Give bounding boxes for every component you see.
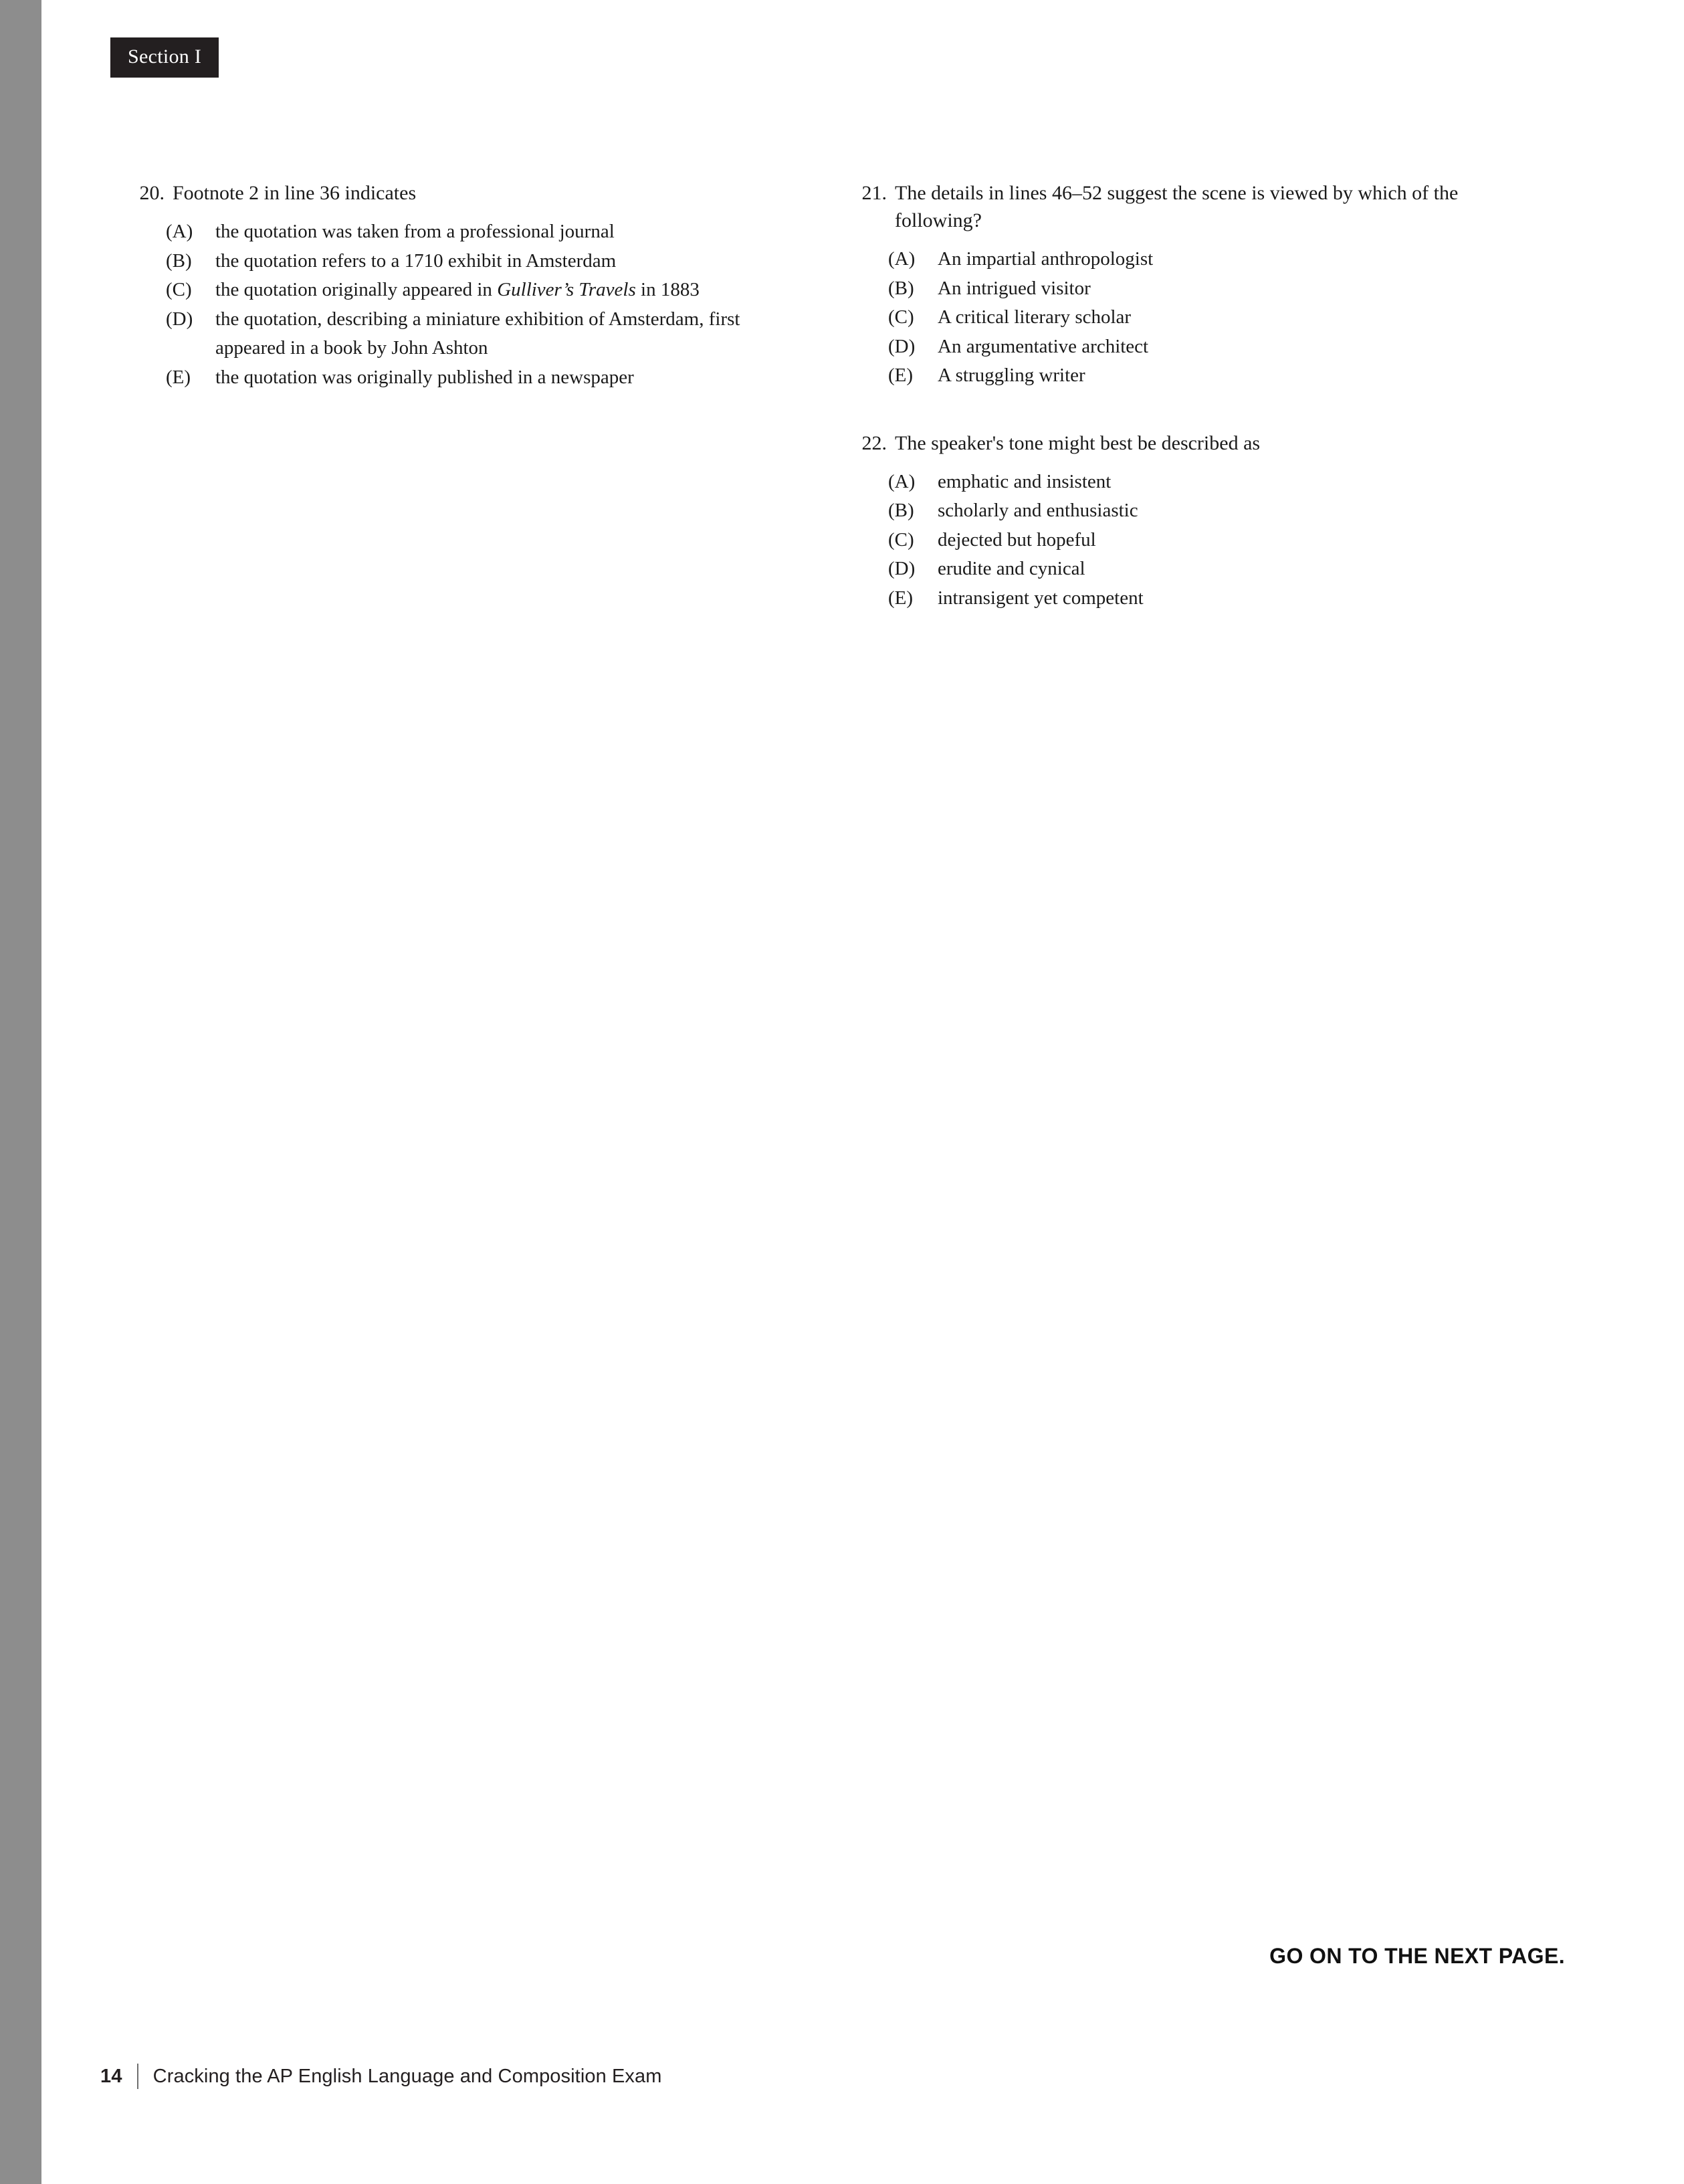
question-20-stem <box>127 179 796 207</box>
choice-22-b[interactable] <box>888 496 1518 526</box>
footer-page-number: 14 <box>100 2065 122 2087</box>
question-22-choices <box>849 468 1518 613</box>
choice-20-d-text: the quotation, describing a miniature exhibition of Amsterdam, first appeared in a book by John Ashton <box>215 308 740 359</box>
choice-21-c[interactable] <box>888 303 1518 332</box>
choice-21-a[interactable] <box>888 245 1518 274</box>
choice-22-d[interactable] <box>888 555 1518 584</box>
choice-20-c[interactable] <box>166 276 796 305</box>
question-20 <box>127 179 796 392</box>
question-22-text: The speaker's tone might best be described as <box>895 431 1261 454</box>
question-22-number: 22. <box>861 431 887 454</box>
choice-22-b-text: scholarly and enthusiastic <box>938 500 1138 522</box>
choice-21-d-letter: (D) <box>888 335 916 357</box>
question-spacer <box>849 416 1518 429</box>
footer-divider <box>137 2064 138 2089</box>
choice-20-c-letter: (C) <box>166 279 192 301</box>
question-21-text: The details in lines 46–52 suggest the scene is viewed by which of the following? <box>895 182 1459 232</box>
left-column <box>127 179 796 417</box>
choice-22-d-text: erudite and cynical <box>938 558 1085 580</box>
choice-20-d-letter: (D) <box>166 308 193 330</box>
choice-20-b-letter: (B) <box>166 250 192 272</box>
choice-20-e-text: the quotation was originally published in a newspaper <box>215 366 634 388</box>
choice-20-e[interactable] <box>166 363 796 393</box>
question-21 <box>849 179 1518 391</box>
page-footer <box>100 2064 662 2089</box>
choice-22-e[interactable] <box>888 584 1518 613</box>
choice-22-c-text: dejected but hopeful <box>938 528 1096 551</box>
choice-22-a-text: emphatic and insistent <box>938 470 1112 492</box>
choice-21-a-letter: (A) <box>888 248 916 270</box>
choice-21-e[interactable] <box>888 361 1518 391</box>
choice-20-a-text: the quotation was taken from a professional journal <box>215 221 615 243</box>
choice-21-e-text: A struggling writer <box>938 365 1085 387</box>
choice-21-b-letter: (B) <box>888 277 914 299</box>
choice-20-a-letter: (A) <box>166 221 193 243</box>
go-on-notice: GO ON TO THE NEXT PAGE. <box>1269 1944 1565 1968</box>
choice-21-c-letter: (C) <box>888 306 914 328</box>
question-22-stem <box>849 429 1518 457</box>
question-22 <box>849 429 1518 613</box>
choice-22-a[interactable] <box>888 468 1518 497</box>
footer-book-title: Cracking the AP English Language and Composition Exam <box>152 2065 662 2087</box>
question-21-number: 21. <box>861 182 887 204</box>
choice-22-e-letter: (E) <box>888 587 914 609</box>
choice-20-b-text: the quotation refers to a 1710 exhibit in Amsterdam <box>215 250 617 272</box>
question-20-choices <box>127 217 796 392</box>
choice-21-b-text: An intrigued visitor <box>938 277 1091 299</box>
choice-20-b[interactable] <box>166 247 796 276</box>
choice-20-e-letter: (E) <box>166 366 191 388</box>
choice-21-e-letter: (E) <box>888 365 914 387</box>
question-20-number: 20. <box>139 182 165 204</box>
choice-22-e-text: intransigent yet competent <box>938 587 1144 609</box>
choice-21-a-text: An impartial anthropologist <box>938 248 1154 270</box>
choice-22-d-letter: (D) <box>888 558 916 580</box>
choice-22-b-letter: (B) <box>888 500 914 522</box>
choice-21-b[interactable] <box>888 274 1518 304</box>
question-20-text: Footnote 2 in line 36 indicates <box>173 182 417 204</box>
choice-22-a-letter: (A) <box>888 470 916 492</box>
choice-22-c[interactable] <box>888 526 1518 555</box>
choice-20-c-text: the quotation originally appeared in Gulliver’s Travels in 1883 <box>215 279 700 301</box>
question-21-stem <box>849 179 1518 234</box>
choice-21-d[interactable] <box>888 332 1518 362</box>
right-column <box>849 179 1518 638</box>
choice-22-c-letter: (C) <box>888 528 914 551</box>
choice-21-c-text: A critical literary scholar <box>938 306 1132 328</box>
choice-20-d[interactable] <box>166 305 796 363</box>
section-tab: Section I <box>110 37 219 78</box>
choice-20-c-italic-title: Gulliver’s Travels <box>497 279 636 301</box>
question-21-choices <box>849 245 1518 391</box>
choice-21-d-text: An argumentative architect <box>938 335 1149 357</box>
choice-20-a[interactable] <box>166 217 796 247</box>
